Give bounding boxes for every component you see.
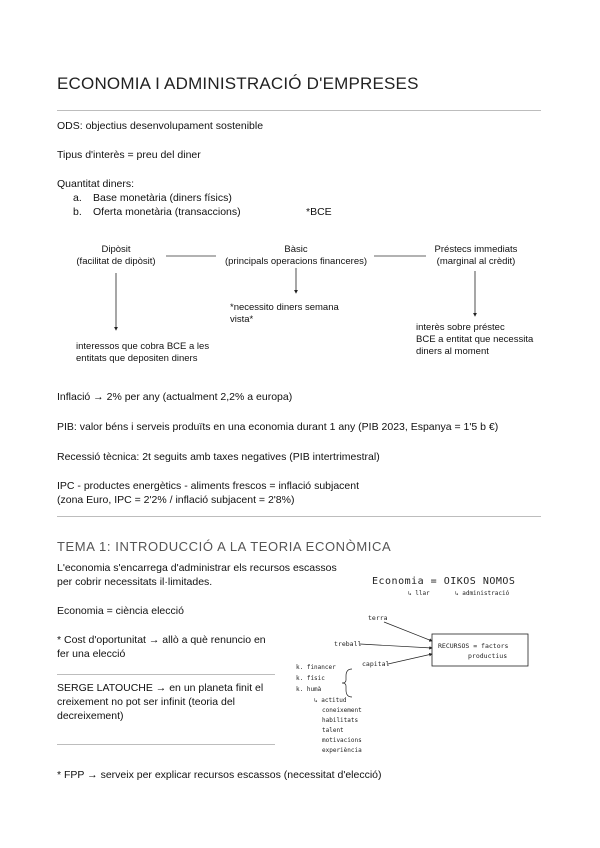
prestecs-subtitle: (marginal al crèdit) xyxy=(436,256,516,267)
basic-note: *necessito diners semana xyxy=(230,302,339,313)
human-capital-item: coneixement xyxy=(322,707,362,714)
diposit-subtitle: (facilitat de dipòsit) xyxy=(76,256,156,267)
prestecs-note: diners al moment xyxy=(416,346,489,357)
basic-subtitle: (principals operacions financeres) xyxy=(224,256,368,267)
brace xyxy=(342,669,352,697)
human-capital-heading: ↳ actitud xyxy=(314,697,347,704)
paragraph: * FPP → serveix per explicar recursos escassos (necessitat d'elecció) xyxy=(57,769,382,781)
sketch-label-terra: terra xyxy=(368,614,388,622)
human-capital-item: motivacions xyxy=(322,737,362,744)
basic-title: Bàsic xyxy=(284,244,308,255)
list-marker: b. xyxy=(73,206,82,218)
prestecs-note: BCE a entitat que necessita xyxy=(416,334,534,345)
prestecs-title: Préstecs immediats xyxy=(434,244,518,255)
basic-note: vista* xyxy=(230,314,254,325)
interest-line: Tipus d'interès = preu del diner xyxy=(57,149,201,161)
resources-text: productius xyxy=(468,652,508,660)
money-heading: Quantitat diners: xyxy=(57,178,135,190)
arrow xyxy=(384,622,432,641)
paragraph: SERGE LATOUCHE → en un planeta finit el xyxy=(57,682,264,694)
bce-note: *BCE xyxy=(306,206,332,218)
human-capital-item: talent xyxy=(322,727,344,734)
human-capital-item: experiència xyxy=(322,747,362,754)
recession-line: Recessió tècnica: 2t seguits amb taxes negatives (PIB intertrimestral) xyxy=(57,451,380,463)
prestecs-note: interès sobre préstec xyxy=(416,322,505,333)
list-item: Oferta monetària (transaccions) xyxy=(93,206,241,218)
inflation-line: Inflació → 2% per any (actualment 2,2% a europa) xyxy=(57,391,293,403)
diposit-title: Dipòsit xyxy=(101,244,131,255)
capital-type: k. financer xyxy=(296,664,336,671)
sketch-note: ↳ administració xyxy=(455,590,510,597)
resources-box xyxy=(432,634,528,666)
ipc-line: IPC - productes energètics - aliments frescos = inflació subjacent xyxy=(57,480,360,492)
paragraph: * Cost d'oportunitat → allò a què renuncio en xyxy=(57,634,266,646)
capital-type: k. humà xyxy=(296,686,322,693)
pib-line: PIB: valor béns i serveis produïts en una economia durant 1 any (PIB 2023, Espanya = 1'5 b €) xyxy=(57,421,499,433)
list-marker: a. xyxy=(73,192,82,204)
human-capital-item: habilitats xyxy=(322,717,359,724)
resources-text: RECURSOS = factors xyxy=(438,642,509,650)
paragraph: decreixement) xyxy=(57,710,124,722)
ipc-line: (zona Euro, IPC = 2'2% / inflació subjacent = 2'8%) xyxy=(57,494,295,506)
arrow xyxy=(388,654,432,664)
paragraph: Economia = ciència elecció xyxy=(57,605,184,617)
sketch-label-treball: treball xyxy=(334,640,362,648)
ods-line: ODS: objectius desenvolupament sostenible xyxy=(57,120,264,132)
paragraph: fer una elecció xyxy=(57,648,126,660)
sketch-heading: Economia = OIKOS NOMOS xyxy=(372,576,516,587)
paragraph: creixement no pot ser infinit (teoria del xyxy=(57,696,236,708)
sketch-note: ↳ llar xyxy=(408,590,430,597)
section-title: TEMA 1: INTRODUCCIÓ A LA TEORIA ECONÒMICA xyxy=(57,539,392,554)
sketch-label-capital: capital xyxy=(362,660,390,668)
capital-type: k. físic xyxy=(296,675,325,682)
paragraph: L'economia s'encarrega d'administrar els recursos escassos xyxy=(57,562,337,574)
list-item: Base monetària (diners físics) xyxy=(93,192,232,204)
page-title: ECONOMIA I ADMINISTRACIÓ D'EMPRESES xyxy=(57,74,419,93)
diposit-note: entitats que depositen diners xyxy=(76,353,198,364)
paragraph: per cobrir necessitats il·limitades. xyxy=(57,576,213,588)
arrow xyxy=(360,644,432,648)
diposit-note: interessos que cobra BCE a les xyxy=(76,341,210,352)
